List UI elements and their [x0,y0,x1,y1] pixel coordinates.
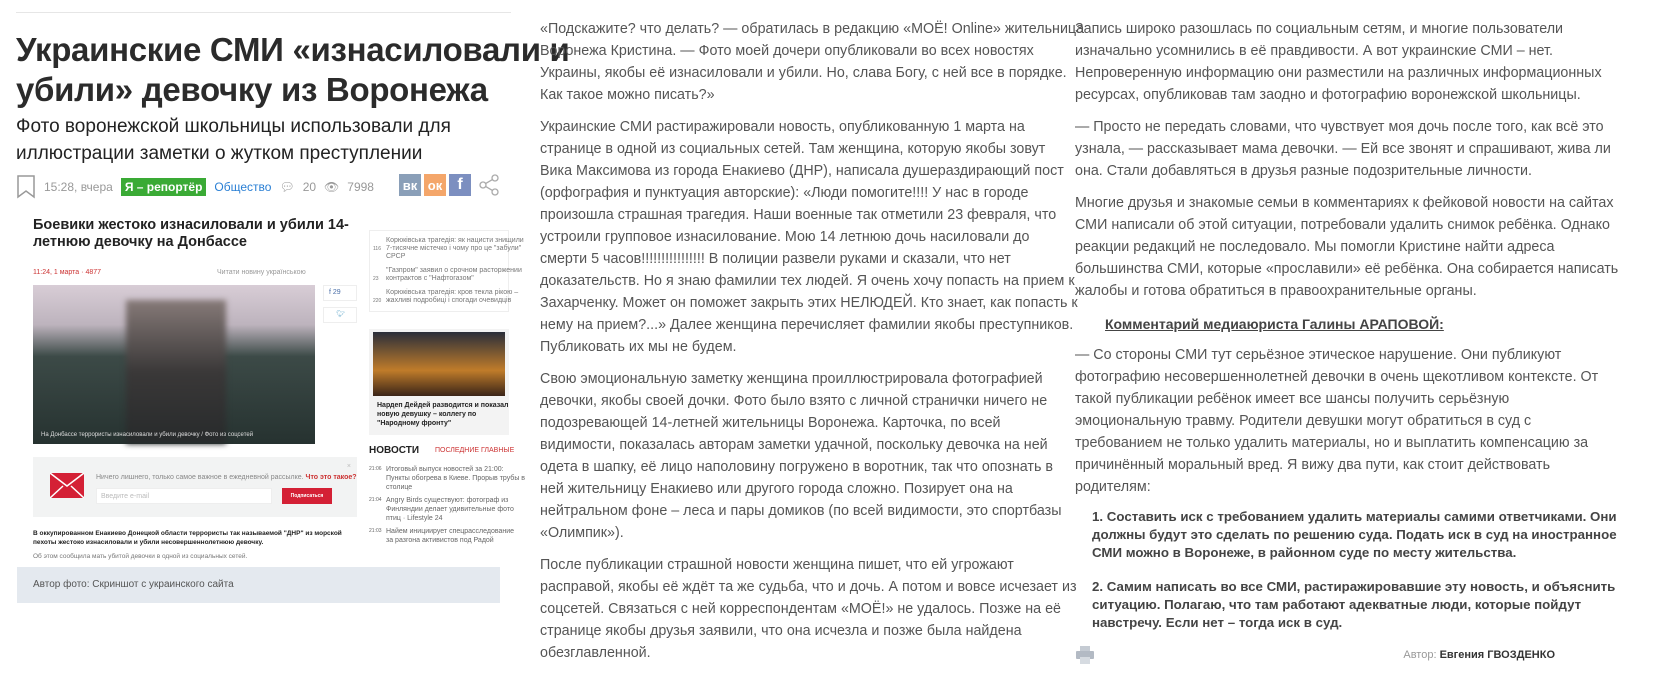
paragraph: «Подскажите? что делать? — обратилась в редакцию «МОЁ! Online» жительница Воронежа Кристина. — Фото моей дочери опубликовали во всех новостях Украины, якобы её изнасиловали и убили. Но, слава Богу, с ней все в порядке. Как такое можно писать?» [540,21,1085,103]
bookmark-icon[interactable] [16,175,36,199]
article-meta [16,174,511,200]
embedded-title: Боевики жестоко изнасиловали и убили 14- летнюю девочку на Донбассе [33,217,349,250]
blurred-figure [126,300,226,444]
reporter-badge[interactable]: Я – репортёр [121,178,207,196]
paragraph: Многие друзья и знакомые семьи в комментариях к фейковой новости на сайтах СМИ написали об этой ситуации, потребовали удалить снимок ребёнка. Однако реакции редакций не последовало. Мы помогли Кристине найти адреса большинства СМИ, которые «прославили» её ребёнка. Она собирается написать жалобы и готова обратиться в правоохранительные органы. [1075,195,1619,299]
email-input: Введите e-mail [96,488,272,504]
paragraph: Украинские СМИ растиражировали новость, опубликованную 1 марта на странице в одной из социальных сетей. Там женщина, которую якобы зовут Вика Максимова из города Енакиево (ДНР), написала душераздирающий пост (орфография и пунктуация авторские): «Люди помогите!!!! У нас в городе произошла страшная трагедия. Наши военные так отметили 23 февраля, что устроили групповое изнасилование. Мою 14 летнюю дочь насиловали до смерти 5 часов!!!!!!!!!!!!!!!! В полиции развели руками и сказали, что нет доказательств. Но я знаю фамилии тех людей. Я очень хочу попасть на прием к Захарченку. Может он поможет закрыть этих НЕЛЮДЕЙ. Кто знает, как попасть к нему на прием?...» Далее женщина перечисляет фамилии якобы преступников. Публиковать их мы не будем. [540,119,1078,355]
embedded-screenshot [17,205,526,603]
paragraph: После публикации страшной новости женщина пишет, что ей угрожают расправой, якобы её ждёт та же судьба, что и дочь. А потом и вовсе исчезает из соцсетей. Связаться с ней корреспондентам «МОЁ!» не удалось. Позже на её странице якобы друзья заявили, что она исчезла и позже была найдена обезглавленной. [540,557,1077,661]
fb-share-button[interactable]: f [449,174,471,196]
photo-caption: На Донбассе террористы изнасиловали и убили девочку / Фото из соцсетей [41,432,254,438]
advice-list [1092,508,1617,632]
newsletter-box: Ничего лишнего, только самое важное в ежедневной рассылке. Что это такое? Введите e-mail Подписаться × [33,457,357,517]
embedded-twitter-icon: 🐦︎ [323,307,357,323]
category-link[interactable]: Общество [214,180,272,194]
promo-text: Нардеп Дейдей разводится и показал новую девушку – коллегу по "Народному фронту" [377,402,509,427]
embedded-body: Об этом сообщила мать убитой девочки в одной из социальных сетей. [33,553,248,560]
paragraph: Свою эмоциональную заметку женщина проиллюстрировала фотографией девочки, якобы своей дочки. Фото было взято с личной странички ничего не подозревающей 14-летней жительницы Воронежа. Карточка, по всей видимости, показалась авторам заметки удачной, поскольку девочка на ней одета в шапку, её лицо наполовину погружено в воротник, так что опознать в ней жительницу Енакиево или другого города сложно. Позирует она на нейтральном фоне – леса и пары домиков (по всей видимости, это спортбазы «Олимпик»). [540,371,1062,541]
translate-link: Читати новину українською [217,269,306,276]
author: Автор: Евгения ГВОЗДЕНКО [1403,649,1555,661]
print-icon[interactable] [1075,646,1095,664]
subscribe-button: Подписаться [282,488,332,504]
share-icon[interactable] [478,174,500,196]
paragraph: — Просто не передать словами, что чувствует моя дочь после того, как всё это узнала, — рассказывает мама девочки. — Ей все звонят и спрашивают, жива ли она. Стали добавляться в друзья разные подозрительные личности. [1075,119,1611,179]
comment-icon[interactable]: 💬︎ [279,180,295,194]
list-item: 2. Самим написать во все СМИ, растиражировавшие эту новость, и объяснить ситуацию. Полагаю, что там работают адекватные люди, которые пойдут навстречу. Если нет – тогда иск в суд. [1092,579,1616,630]
embedded-photo [33,285,315,444]
embedded-lead: В оккупированном Енакиево Донецкой области террористы так называемой "ДНР" из морской пехоты жестоко изнасиловали и убили несовершеннолетнюю девочку. [33,530,342,546]
expert-comment: — Со стороны СМИ тут серьёзное этическое нарушение. Они публикуют фотографию несовершеннолетней девочки в очень щекотливом контексте. От такой публикации ребёнок имеет все шансы получить серьёзную эмоциональную травму. Родители девушки могут обратиться в суд с требованием не только удалить материалы, но и выплатить компенсацию за причинённый моральный вред. Я вижу два пути, как стоит действовать родителям: [1075,347,1599,495]
envelope-icon [50,473,84,498]
view-count: 7998 [347,180,374,194]
embedded-meta: 11:24, 1 марта · 4877 [33,269,102,276]
article-title: Украинские СМИ «изнасиловали и убили» девочку из Воронежа [16,31,570,108]
article-footer [1075,646,1555,664]
article-subtitle: Фото воронежской школьницы использовали для иллюстрации заметки о жутком преступлении [16,116,451,164]
paragraph: Запись широко разошлась по социальным сетям, и многие пользователи изначально усомнились в её правдивости. А вот украинские СМИ – нет. Непроверенную информацию они разместили на различных информационных ресурсах, опубликовав там заодно и фотографию воронежской школьницы. [1075,21,1602,103]
popular-box: Корюківська трагедія: як нацисти знищили 7-тисячне містечко і чому про це "забули" СРСР 116 "Газпром" заявил о срочном расторжении контрактов с "Нафтогазом" 23 Корюківська трагедія: кров текла рікою – жахливі подробиці і спогади очевидців 220 [369,230,509,312]
article-body-middle [540,18,1085,674]
publish-time: 15:28, вчера [44,180,113,194]
vk-share-button[interactable]: вк [399,174,421,196]
promo-box [369,329,509,435]
ok-share-button[interactable]: ок [424,174,446,196]
comment-count[interactable]: 20 [302,180,317,194]
article-body-right [1075,18,1619,664]
close-icon: × [346,463,351,470]
comment-heading: Комментарий медиаюриста Галины АРАПОВОЙ: [1105,316,1444,332]
eye-icon: 👁︎ [324,180,340,194]
list-item: 1. Составить иск с требованием удалить материалы самими ответчиками. Они должны будут это сделать по решению суда. Подать иск в суд на иностранное СМИ можно в Воронеже, в районном суде по месту жительства. [1092,509,1617,560]
news-tabs: ПОСЛЕДНИЕ ГЛАВНЫЕ [435,447,515,454]
news-title: НОВОСТИ [369,445,420,456]
news-list: 21:06 Итоговый выпуск новостей за 21:00: Пункты обогрева в Киеве. Прорыв трубы в столице 21:04 Angry Birds существуют: фотограф из Финляндии делает удивительные фото птиц · Lifestyle 24 21:03 Найем инициирует спецрасследование за разгона активистов под Радой [369,466,526,544]
photo-credit: Автор фото: Скриншот с украинского сайта [17,567,500,603]
embedded-fb-share: f 29 [323,285,357,301]
divider [16,12,511,13]
promo-photo [373,332,505,396]
